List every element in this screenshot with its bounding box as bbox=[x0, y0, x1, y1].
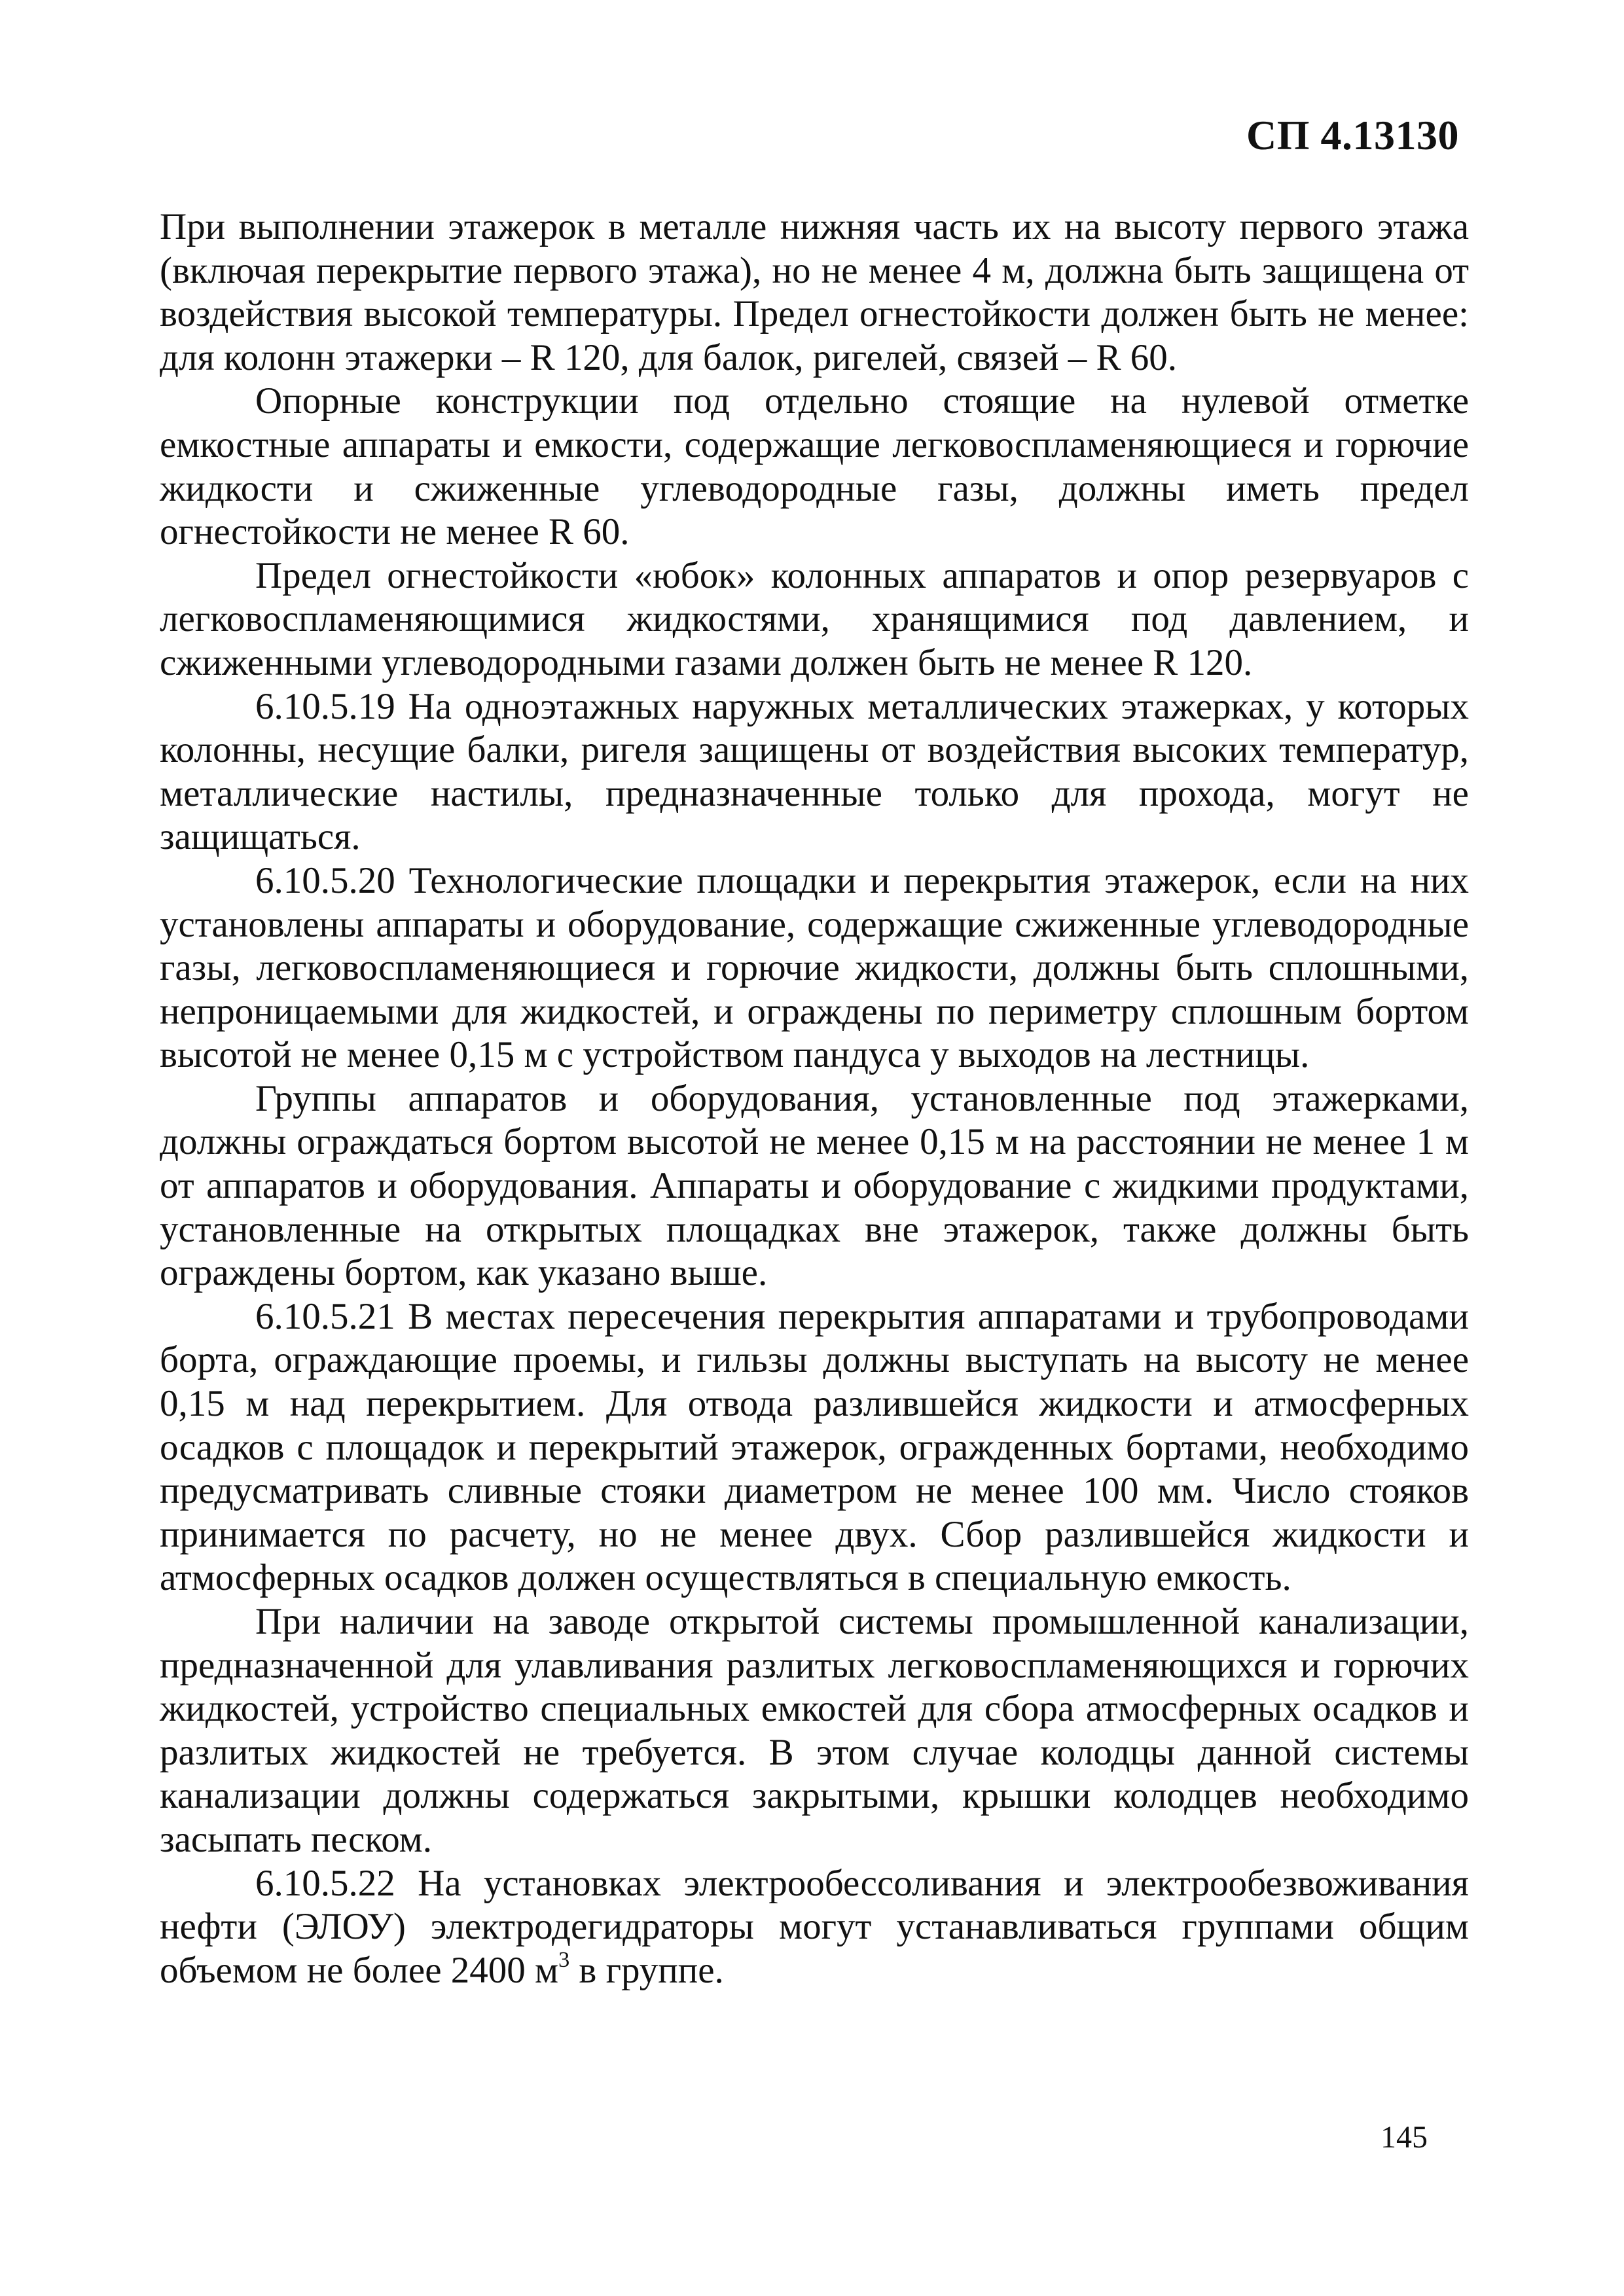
clause-6-10-5-22-tail: в группе. bbox=[569, 1949, 724, 1991]
paragraph-metal-shelves: При выполнении этажерок в металле нижняя часть их на высоту первого этажа (включая перекрытие первого этажа), но не менее 4 м, должна быть защищена от воздействия высокой температуры. Предел огнестойкости должен быть не менее: для колонн этажерки – R 120, для балок, ригелей, связей – R 60. bbox=[160, 206, 1469, 378]
page-number: 145 bbox=[1380, 2120, 1428, 2155]
paragraph-industrial-sewerage: При наличии на заводе открытой системы промышленной канализации, предназначенной для улавливания разлитых легковоспламеняющихся и горючих жидкостей, устройство специальных емкостей для сбора атмосферных осадков и разлитых жидкостей не требуется. В этом случае колодцы данной системы канализации должны содержаться закрытыми, крышки колодцев необходимо засыпать песком. bbox=[160, 1601, 1469, 1860]
clause-6-10-5-20: 6.10.5.20 Технологические площадки и перекрытия этажерок, если на них установлены аппараты и оборудование, содержащие сжиженные углеводородные газы, легковоспламеняющиеся и горючие жидкости, должны быть сплошными, непроницаемыми для жидкостей, и ограждены по периметру сплошным бортом высотой не менее 0,15 м с устройством пандуса у выходов на лестницы. bbox=[160, 859, 1469, 1076]
page-body bbox=[160, 206, 1469, 1992]
clause-6-10-5-22-text: 6.10.5.22 На установках электрообессоливания и электрообезвоживания нефти (ЭЛОУ) электродегидраторы могут устанавливаться группами общим объемом не более 2400 м bbox=[160, 1862, 1469, 1991]
paragraph-support-structures: Опорные конструкции под отдельно стоящие на нулевой отметке емкостные аппараты и емкости, содержащие легковоспламеняющиеся и горючие жидкости и сжиженные углеводородные газы, должны иметь предел огнестойкости не менее R 60. bbox=[160, 380, 1469, 553]
cubic-superscript: 3 bbox=[558, 1947, 570, 1972]
clause-6-10-5-21: 6.10.5.21 В местах пересечения перекрытия аппаратами и трубопроводами борта, ограждающие проемы, и гильзы должны выступать на высоту не менее 0,15 м над перекрытием. Для отвода разлившейся жидкости и атмосферных осадков с площадок и перекрытий этажерок, огражденных бортами, необходимо предусматривать сливные стояки диаметром не менее 100 мм. Число стояков принимается по расчету, но не менее двух. Сбор разлившейся жидкости и атмосферных осадков должен осуществляться в специальную емкость. bbox=[160, 1295, 1469, 1599]
clause-6-10-5-22 bbox=[160, 1862, 1469, 1993]
paragraph-skirts-fire-resistance: Предел огнестойкости «юбок» колонных аппаратов и опор резервуаров с легковоспламеняющимися жидкостями, хранящимися под давлением, и сжиженными углеводородными газами должен быть не менее R 120. bbox=[160, 554, 1469, 683]
clause-6-10-5-19: 6.10.5.19 На одноэтажных наружных металлических этажерках, у которых колонны, несущие балки, ригеля защищены от воздействия высоких температур, металлические настилы, предназначенные только для прохода, могут не защищаться. bbox=[160, 685, 1469, 858]
document-code: СП 4.13130 bbox=[1246, 112, 1459, 158]
paragraph-equipment-groups: Группы аппаратов и оборудования, установленные под этажерками, должны ограждаться бортом высотой не менее 0,15 м на расстоянии не менее 1 м от аппаратов и оборудования. Аппараты и оборудование с жидкими продуктами, установленные на открытых площадках вне этажерок, также должны быть ограждены бортом, как указано выше. bbox=[160, 1077, 1469, 1294]
